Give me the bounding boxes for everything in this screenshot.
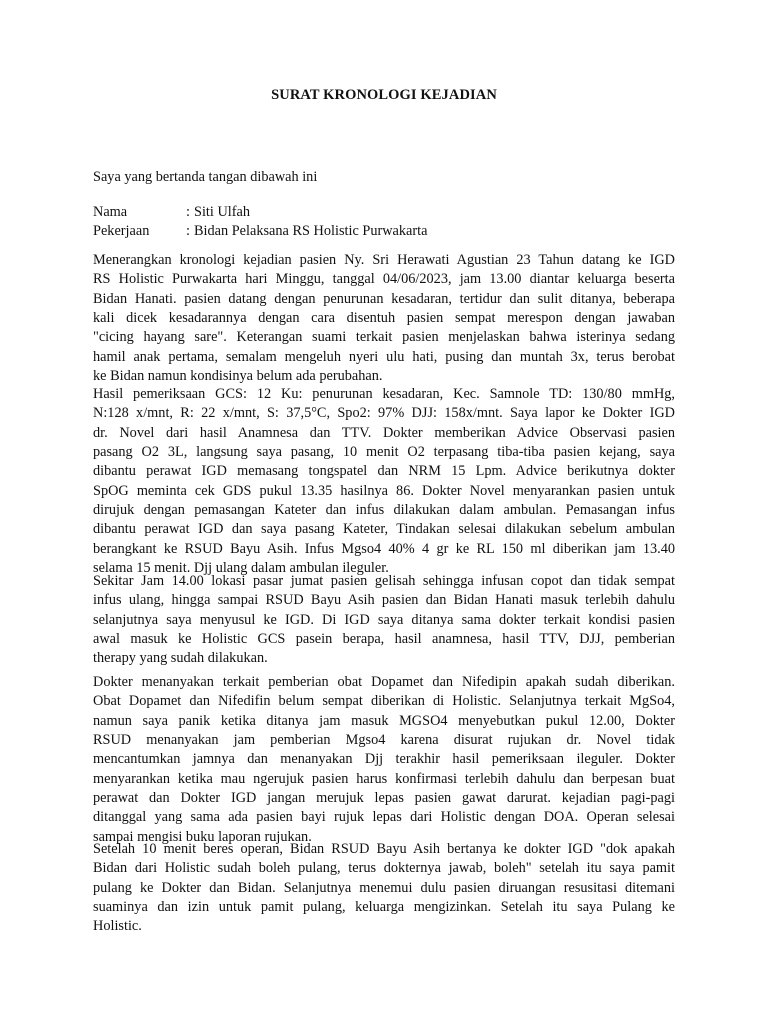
paragraph-line: therapy yang sudah dilakukan. <box>93 650 268 667</box>
paragraph-line: Obat Dopamet dan Nifedifin belum sempat diberikan di Holistic. Selanjutnya terkait MgSo4, <box>93 693 675 710</box>
document-title: SURAT KRONOLOGI KEJADIAN <box>271 87 497 103</box>
paragraph-line: mencantumkan jamnya dan menanyakan Djj terakhir hasil pemeriksaan ileguler. Dokter <box>93 751 675 768</box>
paragraph-line: infus ulang, hingga sampai RSUD Bayu Asih pasien dan Bidan Hanati masuk terlebih dahulu <box>93 592 675 609</box>
paragraph-line: berangkant ke RSUD Bayu Asih. Infus Mgso4 40% 4 gr ke RL 150 ml diberikan jam 13.40 <box>93 540 675 557</box>
paragraph-line: Hasil pemeriksaan GCS: 12 Ku: penurunan kesadaran, Kec. Samnole TD: 130/80 mmHg, <box>93 386 675 402</box>
paragraph-line: dibantu perawat IGD memasang tongspatel dan NRM 15 Lpm. Advice berikutnya dokter <box>93 463 675 480</box>
intro-text: Saya yang bertanda tangan dibawah ini <box>93 169 318 185</box>
paragraph-line: ditanggal yang sama ada pasien bayi rujuk lepas dari Holistic dengan DOA. Operan selesai <box>93 809 675 826</box>
identity-label: Pekerjaan <box>93 223 150 239</box>
identity-label: Nama <box>93 204 128 220</box>
paragraph-line: SpOG meminta cek GDS pukul 13.35 hasilnya 86. Dokter Novel menyarankan pasien untuk <box>93 482 675 499</box>
paragraph-line: dirujuk dengan pemasangan Kateter dan infus dilakukan dalam ambulan. Pemasangan infus <box>93 502 675 519</box>
paragraph-line: dr. Novel dari hasil Anamnesa dan TTV. Dokter memberikan Advice Observasi pasien <box>93 424 675 441</box>
paragraph-line: RSUD menanyakan jam pemberian Mgso4 karena disurat rujukan dr. Novel tidak <box>93 732 675 749</box>
identity-separator: : <box>186 204 190 220</box>
paragraph-line: namun saya panik ketika ditanya jam masuk MGSO4 menyebutkan pukul 12.00, Dokter <box>93 712 675 729</box>
paragraph-line: "cicing hayang sare". Keterangan suami terkait pasien menjelaskan bahwa isterinya sedang <box>93 329 675 346</box>
paragraph-line: selama 15 menit. Djj ulang dalam ambulan ileguler. <box>93 560 389 577</box>
identity-value: Siti Ulfah <box>194 204 250 220</box>
paragraph-line: Bidan dari Holistic sudah boleh pulang, terus dokternya jawab, boleh" setelah itu saya pamit <box>93 860 675 877</box>
paragraph-line: Bidan Hanati. pasien datang dengan penurunan kesadaran, tertidur dan sulit ditanya, beberapa <box>93 290 675 307</box>
paragraph-line: Setelah 10 menit beres operan, Bidan RSUD Bayu Asih bertanya ke dokter IGD "dok apakah <box>93 841 675 857</box>
paragraph-line: pulang ke Dokter dan Bidan. Selanjutnya menemui dulu pasien diruangan resusitasi ditemani <box>93 879 675 896</box>
paragraph-line: kali dicek kesadarannya dengan cara disentuh pasien sempat merespon dengan jawaban <box>93 310 675 327</box>
paragraph-line: Menerangkan kronologi kejadian pasien Ny. Sri Herawati Agustian 23 Tahun datang ke IGD <box>93 252 675 268</box>
paragraph-line: suaminya dan izin untuk pamit pulang, keluarga mengizinkan. Setelah itu saya Pulang ke <box>93 899 675 916</box>
paragraph-transfer <box>93 572 675 669</box>
paragraph-line: dibantu perawat IGD dan saya pasang Kateter, Tindakan selesai dilakukan sebelum ambulan <box>93 521 675 538</box>
paragraph-line: menyarankan ketika mau ngerujuk pasien harus konfirmasi terlebih dahulu dan berpesan buat <box>93 770 675 787</box>
paragraph-examination <box>93 385 675 578</box>
paragraph-line: Sekitar Jam 14.00 lokasi pasar jumat pasien gelisah sehingga infusan copot dan tidak sempat <box>93 573 675 589</box>
paragraph-line: Holistic. <box>93 918 142 935</box>
paragraph-line: sampai mengisi buku laporan rujukan. <box>93 828 312 845</box>
paragraph-line: RS Holistic Purwakarta hari Minggu, tanggal 04/06/2023, jam 13.00 diantar keluarga beserta <box>93 271 675 288</box>
identity-row-occupation <box>93 222 675 241</box>
paragraph-line: perawat dan Dokter IGD jangan merujuk lepas pasien gawat darurat. kejadian pagi-pagi <box>93 790 675 807</box>
paragraph-line: ke Bidan namun kondisinya belum ada perubahan. <box>93 368 383 385</box>
identity-row-name <box>93 203 675 222</box>
identity-value: Bidan Pelaksana RS Holistic Purwakarta <box>194 223 428 239</box>
paragraph-line: awal masuk ke Holistic GCS pasein berapa, hasil anamnesa, hasil TTV, DJJ, pemberian <box>93 631 675 648</box>
paragraph-closing <box>93 840 675 937</box>
paragraph-line: hamil anak pertama, semalam mengeluh nyeri ulu hati, pusing dan muntah 3x, terus berobat <box>93 348 675 365</box>
paragraph-line: selanjutnya saya menyusul ke IGD. Di IGD saya ditanya sama dokter terkait kondisi pasien <box>93 611 675 628</box>
paragraph-arrival <box>93 251 675 386</box>
identity-separator: : <box>186 223 190 239</box>
paragraph-line: N:128 x/mnt, R: 22 x/mnt, S: 37,5°C, Spo2: 97% DJJ: 158x/mnt. Saya lapor ke Dokter IGD <box>93 405 675 422</box>
paragraph-line: pasang O2 3L, langsung saya pasang, 10 menit O2 terpasang tiba-tiba pasien kejang, saya <box>93 444 675 461</box>
paragraph-line: Dokter menanyakan terkait pemberian obat Dopamet dan Nifedipin apakah sudah diberikan. <box>93 674 675 690</box>
paragraph-doctor-questions <box>93 673 675 847</box>
